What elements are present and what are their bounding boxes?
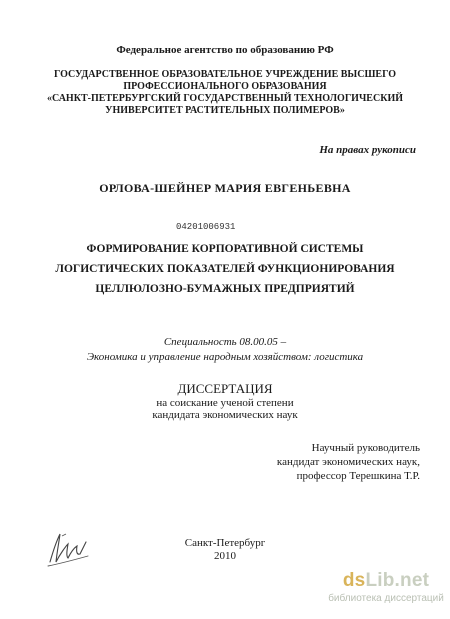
- year: 2010: [214, 550, 236, 562]
- org-line-3: «САНКТ-ПЕТЕРБУРГСКИЙ ГОСУДАРСТВЕННЫЙ ТЕХНОЛОГИЧЕСКИЙ: [46, 93, 403, 104]
- supervisor-block: [270, 441, 420, 483]
- watermark-logo-ds: ds: [342, 570, 366, 591]
- document-code: 04201006931: [176, 222, 236, 232]
- watermark-logo-rest: Lib.net: [365, 570, 430, 591]
- dslib-watermark: [326, 570, 446, 604]
- dissertation-label: ДИССЕРТАЦИЯ: [177, 381, 273, 396]
- watermark-subtitle: библиотека диссертаций: [328, 593, 444, 604]
- specialty-line-2: Экономика и управление народным хозяйством: логистика: [86, 351, 364, 363]
- org-line-4: УНИВЕРСИТЕТ РАСТИТЕЛЬНЫХ ПОЛИМЕРОВ»: [105, 105, 345, 116]
- specialty-line-1: Специальность 08.00.05 –: [163, 336, 287, 348]
- title-line-2: ЛОГИСТИЧЕСКИХ ПОКАЗАТЕЛЕЙ ФУНКЦИОНИРОВАНИЯ: [55, 263, 395, 275]
- supervisor-line-2: кандидат экономических наук,: [276, 456, 420, 468]
- city: Санкт-Петербург: [184, 537, 266, 549]
- watermark-logo: [326, 570, 446, 592]
- supervisor-line-3: профессор Терешкина Т.Р.: [296, 470, 420, 482]
- agency-name: Федеральное агентство по образованию РФ: [116, 44, 334, 56]
- org-line-1: ГОСУДАРСТВЕННОЕ ОБРАЗОВАТЕЛЬНОЕ УЧРЕЖДЕНИЕ ВЫСШЕГО: [53, 69, 396, 80]
- degree-line-1: на соискание ученой степени: [156, 397, 294, 409]
- manuscript-rights-note: На правах рукописи: [319, 144, 416, 156]
- title-line-1: ФОРМИРОВАНИЕ КОРПОРАТИВНОЙ СИСТЕМЫ: [86, 243, 364, 255]
- org-line-2: ПРОФЕССИОНАЛЬНОГО ОБРАЗОВАНИЯ: [123, 81, 327, 92]
- degree-line-2: кандидата экономических наук: [152, 409, 298, 421]
- author-name: ОРЛОВА-ШЕЙНЕР МАРИЯ ЕВГЕНЬЕВНА: [99, 181, 351, 195]
- title-line-3: ЦЕЛЛЮЛОЗНО-БУМАЖНЫХ ПРЕДПРИЯТИЙ: [95, 283, 355, 295]
- supervisor-line-1: Научный руководитель: [311, 442, 420, 454]
